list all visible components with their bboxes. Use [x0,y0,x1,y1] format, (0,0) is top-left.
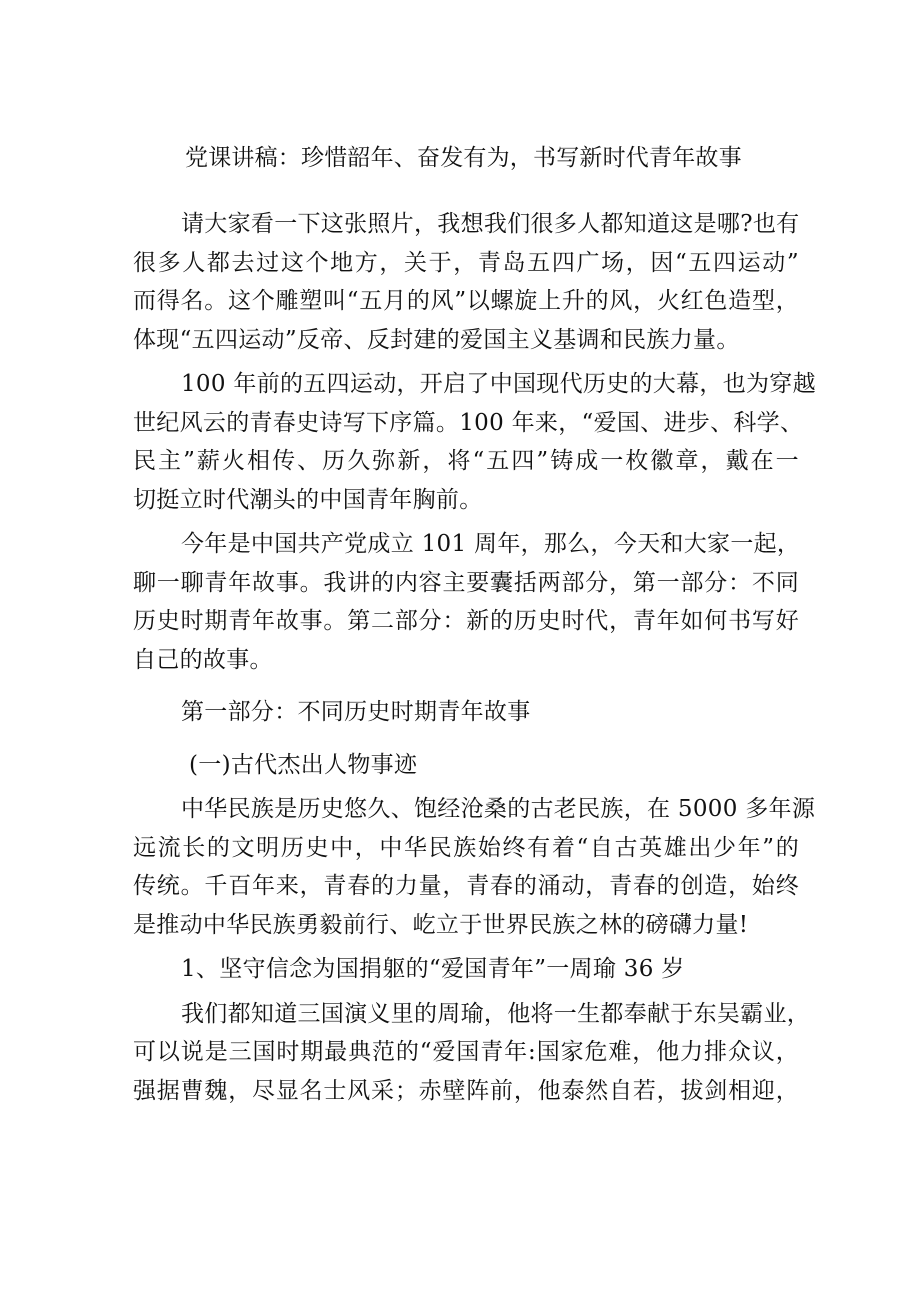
paragraph-line: 可以说是三国时期最典范的“爱国青年:国家危难，他力排众议， [133,1039,799,1065]
subsection-heading-ancient [133,746,799,785]
paragraph-line: 而得名。这个雕塑叫“五月的风”以螺旋上升的风，火红色造型， [133,288,799,314]
paragraph-line: 传统。千百年来，青春的力量，青春的涌动，青春的创造，始终 [133,873,799,899]
paragraph-line: 民主”薪火相传、历久弥新，将“五四”铸成一枚徽章，戴在一 [133,448,799,474]
paragraph-line: 请大家看一下这张照片，我想我们很多人都知道这是哪?也有 [181,211,800,237]
paragraph-chinese-nation [133,790,816,944]
paragraph-line: 切挺立时代潮头的中国青年胸前。 [133,486,483,513]
paragraph-may-fourth [133,365,816,519]
heading-line: 1、坚守信念为国捐躯的“爱国青年”一周瑜 36 岁 [181,956,685,982]
paragraph-line: 聊一聊青年故事。我讲的内容主要囊括两部分，第一部分：不同 [133,569,799,596]
document-body [133,205,816,1110]
paragraph-line: 今年是中国共产党成立 101 周年，那么，今天和大家一起， [181,531,801,557]
paragraph-line: 我们都知道三国演义里的周瑜，他将一生都奉献于东吴霸业， [181,1000,811,1027]
heading-line: (一)古代杰出人物事迹 [189,751,418,778]
paragraph-zhou-yu [133,995,811,1111]
paragraph-line: 很多人都去过这个地方，关于，青岛五四广场，因“五四运动” [133,249,799,276]
paragraph-line: 自己的故事。 [133,646,273,673]
item-heading-zhou-yu [133,950,799,989]
document-title: 党课讲稿：珍惜韶年、奋发有为，书写新时代青年故事 [185,145,742,171]
section-heading-part-one [133,693,799,732]
paragraph-line: 体现“五四运动”反帝、反封建的爱国主义基调和民族力量。 [133,326,740,353]
paragraph-photo-intro [133,205,799,359]
paragraph-line: 历史时期青年故事。第二部分：新的历史时代，青年如何书写好 [133,608,799,634]
paragraph-line: 强据曹魏，尽显名士风采；赤壁阵前，他泰然自若，拔剑相迎， [133,1077,799,1104]
paragraph-outline [133,525,799,679]
paragraph-line: 中华民族是历史悠久、饱经沧桑的古老民族，在 5000 多年源 [181,796,816,822]
paragraph-line: 世纪风云的青春史诗写下序篇。100 年来，“爱国、进步、科学、 [133,409,804,436]
paragraph-line: 100 年前的五四运动，开启了中国现代历史的大幕，也为穿越 [181,371,816,397]
paragraph-line: 是推动中华民族勇毅前行、屹立于世界民族之林的磅礴力量! [133,911,749,938]
paragraph-line: 远流长的文明历史中，中华民族始终有着“自古英雄出少年”的 [133,834,799,861]
heading-line: 第一部分：不同历史时期青年故事 [181,699,531,725]
